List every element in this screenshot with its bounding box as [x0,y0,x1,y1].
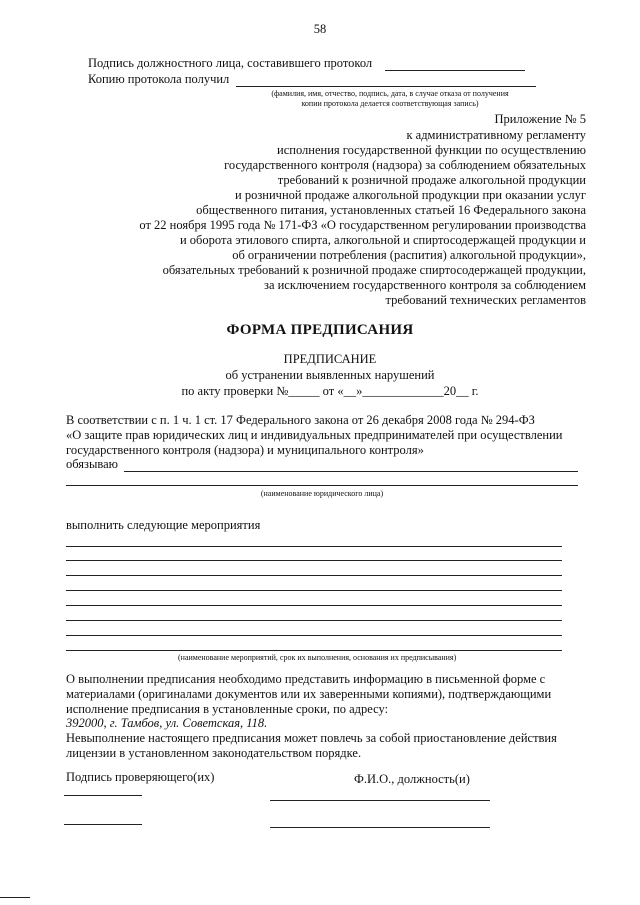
inspector-name-label: Ф.И.О., должность(и) [354,772,470,786]
measures-line[interactable] [66,560,562,561]
report-address: 392000, г. Тамбов, ул. Советская, 118. [66,716,268,730]
protocol-received-note-1: (фамилия, имя, отчество, подпись, дата, в случае отказа от получения [271,89,509,98]
appendix-line: и оборота этилового спирта, алкогольной и спиртосодержащей продукции и [179,233,586,247]
protocol-received-line [236,86,536,87]
prescription-subtitle: об устранении выявленных нарушений [225,368,435,382]
obligate-label: обязываю [66,457,119,471]
protocol-sign-line [385,70,525,71]
appendix-line: об ограничении потребления (распития) алкогольной продукции», [232,248,586,262]
form-title: ФОРМА ПРЕДПИСАНИЯ [226,322,414,338]
report-line-5: Невыполнение настоящего предписания может повлечь за собой приостановление действия [66,731,557,745]
measures-line[interactable] [66,620,562,621]
appendix-line: Приложение № 5 [494,112,586,126]
basis-line-2: «О защите прав юридических лиц и индивидуальных предпринимателей при осуществлении [66,428,563,442]
measures-note: (наименование мероприятий, срок их выполнения, основания их предписывания) [178,653,457,662]
appendix-line: общественного питания, установленных статьей 16 Федерального закона [196,203,586,217]
entity-note: (наименование юридического лица) [260,489,384,498]
prescription-act-line: по акту проверки №_____ от «__»_____________20__ г. [181,384,479,398]
report-line-2: материалами (оригиналами документов или их заверенными копиями), подтверждающими [66,687,552,701]
measures-line[interactable] [66,635,562,636]
measures-line[interactable] [66,590,562,591]
appendix-line: к административному регламенту [406,128,586,142]
protocol-received-note-2: копии протокола делается соответствующая запись) [301,99,479,108]
appendix-line: требований к розничной продаже алкогольной продукции [277,173,586,187]
protocol-sign-label: Подпись должностного лица, составившего протокол [88,56,373,70]
page-number: 58 [313,22,327,36]
entity-line-2[interactable] [66,485,578,486]
inspector-name-line[interactable] [270,827,490,828]
basis-line-1: В соответствии с п. 1 ч. 1 ст. 17 Федерального закона от 26 декабря 2008 года № 294-ФЗ [66,413,535,427]
appendix-line: за исключением государственного контроля за соблюдением [264,278,586,292]
inspector-sign-line[interactable] [64,795,142,796]
report-line-6: лицензии в установленном законодательством порядке. [66,746,362,760]
measures-line[interactable] [66,650,562,651]
measures-line[interactable] [66,605,562,606]
measures-line[interactable] [66,546,562,547]
measures-label: выполнить следующие мероприятия [66,518,261,532]
appendix-line: и розничной продаже алкогольной продукции при оказании услуг [235,188,586,202]
appendix-line: от 22 ноября 1995 года № 171-ФЗ «О государственном регулировании производства [139,218,586,232]
basis-line-3: государственного контроля (надзора) и муниципального контроля» [66,443,424,457]
appendix-line: исполнения государственной функции по осуществлению [277,143,586,157]
protocol-received-label: Копию протокола получил [88,72,230,86]
measures-line[interactable] [66,575,562,576]
inspector-sign-label: Подпись проверяющего(их) [66,770,215,784]
appendix-line: государственного контроля (надзора) за соблюдением обязательных [224,158,586,172]
report-line-3: исполнение предписания в установленные сроки, по адресу: [66,702,389,716]
report-line-1: О выполнении предписания необходимо представить информацию в письменной форме с [66,672,546,686]
prescription-title: ПРЕДПИСАНИЕ [283,352,377,366]
inspector-sign-line[interactable] [64,824,142,825]
entity-line-1[interactable] [124,471,578,472]
appendix-line: требований технических регламентов [385,293,586,307]
inspector-name-line[interactable] [270,800,490,801]
edge-mark [0,897,30,898]
appendix-line: обязательных требований к розничной продаже спиртосодержащей продукции, [162,263,586,277]
